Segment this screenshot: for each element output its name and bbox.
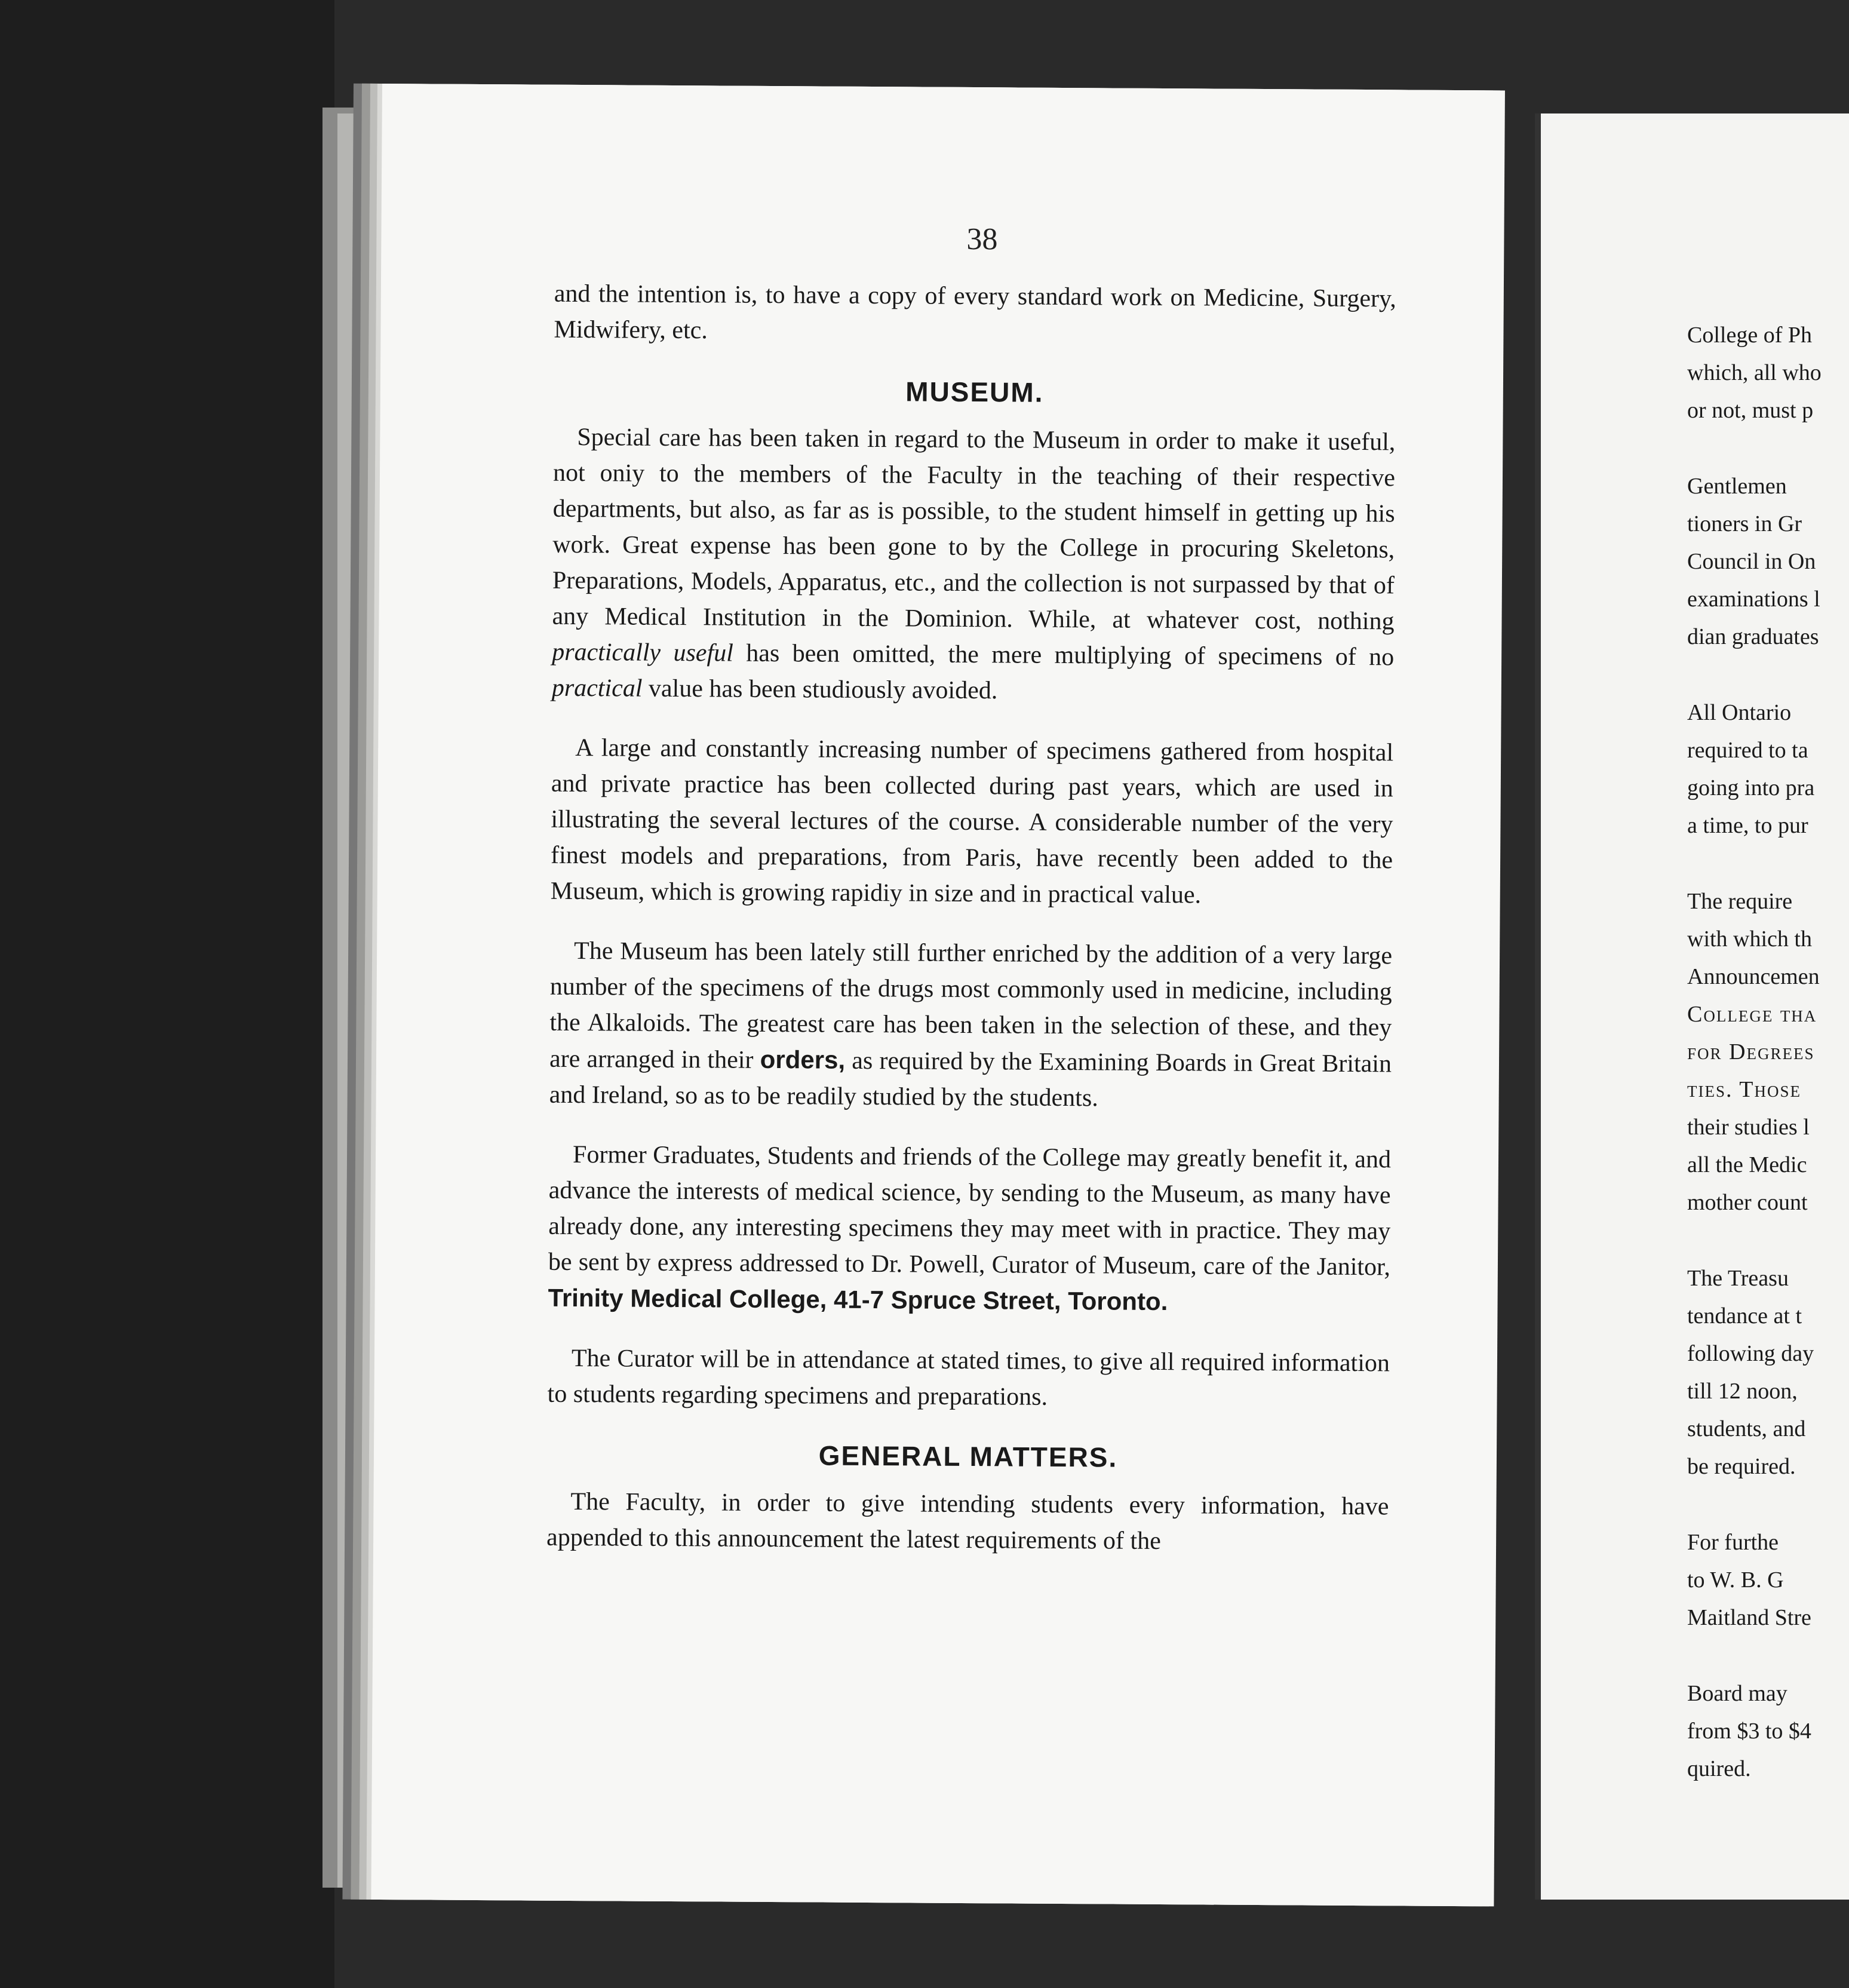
right-text-line: students, and [1687, 1416, 1806, 1441]
paragraph-gap [1687, 1222, 1849, 1260]
right-text-line: a time, to pur [1687, 813, 1808, 838]
right-text-line: or not, must p [1687, 398, 1814, 423]
right-text-line: till 12 noon, [1687, 1379, 1798, 1404]
right-text-line: Gentlemen [1687, 474, 1787, 499]
museum-paragraph-5: The Curator will be in attendance at stated times, to give all required information to students regarding specimens and preparations. [547, 1344, 1390, 1411]
general-matters-heading: GENERAL MATTERS. [818, 1440, 1118, 1473]
right-text-line: College tha [1687, 1002, 1817, 1027]
emphasis-practically-useful: practically useful [552, 638, 734, 667]
right-text-line: Announcemen [1687, 964, 1820, 989]
right-text-line: for Degrees [1687, 1039, 1815, 1064]
right-text-line: quired. [1687, 1756, 1751, 1781]
museum-paragraph-3: The Museum has been lately still further enriched by the addition of a very large number of the specimens of the drugs most commonly used in medicine, including the Alkaloids. The greatest care has been taken in the selection of these, and they are arranged in their orders, as required by the Examining Boards in Great Britain and Ireland, so as to be readily studied by the students. [549, 937, 1393, 1112]
intro-paragraph: and the intention is, to have a copy of every standard work on Medicine, Surgery, Midwifery, etc. [554, 280, 1396, 345]
right-text-line: all the Medic [1687, 1152, 1807, 1177]
right-text-line: For furthe [1687, 1530, 1779, 1555]
bold-address: Trinity Medical College, 41-7 Spruce Street, Toronto. [548, 1283, 1168, 1316]
right-text-line: tendance at t [1687, 1303, 1802, 1329]
right-text-line: The require [1687, 889, 1793, 914]
right-text-line: from $3 to $4 [1687, 1719, 1811, 1744]
right-text-line: required to ta [1687, 738, 1808, 763]
right-text-line: Maitland Stre [1687, 1605, 1811, 1630]
right-text-line: tioners in Gr [1687, 511, 1802, 536]
right-text-line: Board may [1687, 1681, 1787, 1706]
right-text-line: to W. B. G [1687, 1567, 1784, 1593]
paragraph-gap [1687, 656, 1849, 694]
museum-paragraph-2: A large and constantly increasing number of specimens gathered from hospital and private practice has been collected during past years, which are used in illustrating the several lectures of the course. A considerable number of the very finest models and preparations, from Paris, have recently been added to the Museum, which is growing rapidiy in size and in practical value. [550, 734, 1394, 909]
bold-orders: orders, [760, 1045, 846, 1074]
museum-heading: MUSEUM. [905, 376, 1044, 408]
page-number: 38 [966, 222, 998, 257]
right-text-line: following day [1687, 1341, 1814, 1366]
left-page [371, 84, 1505, 1906]
right-text-line: dian graduates [1687, 624, 1819, 649]
right-text-line: mother count [1687, 1190, 1808, 1215]
museum-paragraph-1: Special care has been taken in regard to the Museum in order to make it useful, not oniy to the members of the Faculty in the teaching of their respective departments, but also, as far as is possible, to the student himself in getting up his work. Great expense has been gone to by the College in procuring Skeletons, Preparations, Models, Apparatus, etc., and the collection is not surpassed by that of any Medical Institution in the Dominion. While, at whatever cost, nothing practically useful has been omitted, the mere multiplying of specimens of no practical value has been studiously avoided. [551, 424, 1396, 705]
right-page [1535, 113, 1849, 1900]
right-text-line: their studies l [1687, 1115, 1810, 1140]
right-text-line: going into pra [1687, 775, 1815, 800]
right-text-line: Council in On [1687, 549, 1816, 574]
paragraph-gap [1687, 845, 1849, 883]
museum-paragraph-4: Former Graduates, Students and friends of the College may greatly benefit it, and advance the interests of medical science, by sending to the Museum, as many have already done, any interesting specimens they may meet with in practice. They may be sent by express addressed to Dr. Powell, Curator of Museum, care of the Janitor, Trinity Medical College, 41-7 Spruce Street, Toronto. [548, 1140, 1392, 1316]
emphasis-practical: practical [551, 674, 643, 702]
right-text-line: be required. [1687, 1454, 1796, 1479]
right-text-line: College of Ph [1687, 323, 1812, 348]
right-text-line: ties. Those [1687, 1077, 1802, 1102]
paragraph-gap [1687, 1486, 1849, 1524]
right-text-line: examinations l [1687, 587, 1820, 612]
paragraph-gap [1687, 429, 1849, 468]
left-page-text [546, 276, 1396, 1585]
paragraph-gap [1687, 1637, 1849, 1675]
right-page-text [1687, 317, 1849, 1788]
right-text-line: with which th [1687, 926, 1812, 952]
right-text-line: The Treasu [1687, 1266, 1789, 1291]
right-text-line: which, all who [1687, 360, 1822, 385]
general-paragraph-1: The Faculty, in order to give intending students every information, have appended to this announcement the latest requirements of the [546, 1487, 1389, 1556]
right-text-line: All Ontario [1687, 700, 1792, 725]
